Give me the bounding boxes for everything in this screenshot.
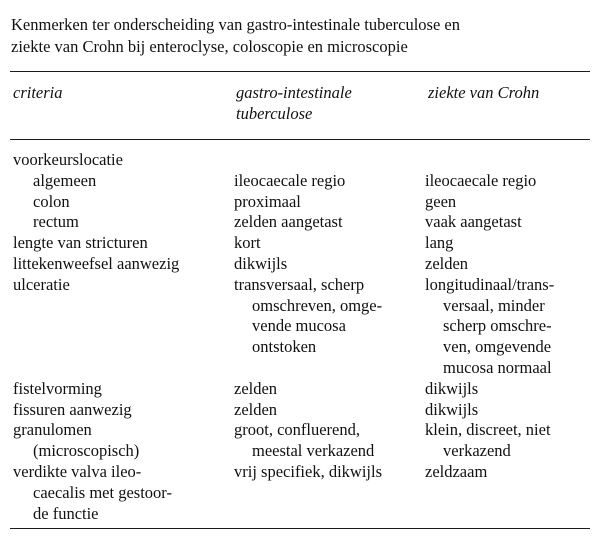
header-tuberculosis-line-1: gastro-intestinale xyxy=(236,83,352,102)
criteria-cell: verdikte valva ileo- xyxy=(13,461,142,481)
criteria-cell xyxy=(13,337,233,358)
criteria-cell: ulceratie xyxy=(13,274,70,294)
criteria-cell xyxy=(13,358,233,379)
tuberculosis-cell: zelden xyxy=(234,378,278,398)
criteria-cell: colon xyxy=(33,191,70,211)
criteria-cell: algemeen xyxy=(33,170,97,190)
header-rule xyxy=(10,139,590,140)
header-tuberculosis xyxy=(236,82,406,124)
criteria-cell: voorkeurslocatie xyxy=(13,150,123,169)
criteria-column xyxy=(13,150,233,524)
tuberculosis-cell xyxy=(234,483,424,504)
criteria-cell: caecalis met gestoor- xyxy=(33,482,172,502)
tuberculosis-cell: groot, confluerend, xyxy=(234,420,360,440)
criteria-cell xyxy=(13,296,233,317)
header-criteria: criteria xyxy=(13,83,63,102)
criteria-cell: (microscopisch) xyxy=(33,441,140,461)
caption-line-1: Kenmerken ter onderscheiding van gastro-intestinale tuberculose en xyxy=(11,15,461,34)
tuberculosis-cell: vende mucosa xyxy=(252,316,346,336)
crohn-cell: ileocaecale regio xyxy=(425,170,537,190)
tuberculosis-cell: vrij specifiek, dikwijls xyxy=(234,461,383,481)
crohn-cell xyxy=(425,483,597,504)
criteria-cell: de functie xyxy=(33,503,99,523)
crohn-cell: vaak aangetast xyxy=(425,212,522,232)
criteria-cell: granulomen xyxy=(13,420,92,440)
tuberculosis-cell: ontstoken xyxy=(252,337,317,357)
criteria-cell: fistelvorming xyxy=(13,378,102,398)
tuberculosis-column xyxy=(234,150,424,524)
crohn-cell xyxy=(425,150,597,171)
crohn-cell: dikwijls xyxy=(425,378,479,398)
tuberculosis-cell: meestal verkazend xyxy=(252,441,375,461)
crohn-cell: dikwijls xyxy=(425,399,479,419)
tuberculosis-cell: proximaal xyxy=(234,191,301,211)
criteria-cell: fissuren aanwezig xyxy=(13,399,132,419)
criteria-cell xyxy=(13,316,233,337)
tuberculosis-cell xyxy=(234,150,424,171)
crohn-cell: zeldzaam xyxy=(425,461,488,481)
tuberculosis-cell: kort xyxy=(234,233,261,253)
tuberculosis-cell: zelden xyxy=(234,399,278,419)
criteria-cell: rectum xyxy=(33,212,79,232)
top-rule xyxy=(10,71,590,72)
table-caption xyxy=(11,14,596,58)
header-crohn: ziekte van Crohn xyxy=(428,83,540,102)
header-tuberculosis-line-2: tuberculose xyxy=(236,104,313,123)
caption-line-2: ziekte van Crohn bij enteroclyse, coloscopie en microscopie xyxy=(11,37,408,56)
tuberculosis-cell: dikwijls xyxy=(234,253,288,273)
tuberculosis-cell xyxy=(234,358,424,379)
crohn-cell: verkazend xyxy=(443,441,511,461)
tuberculosis-cell xyxy=(234,504,424,525)
criteria-cell: littekenweefsel aanwezig xyxy=(13,253,180,273)
crohn-cell: zelden xyxy=(425,253,469,273)
crohn-cell: mucosa normaal xyxy=(443,357,552,377)
crohn-cell: scherp omschre- xyxy=(443,316,552,336)
crohn-cell: versaal, minder xyxy=(443,295,545,315)
crohn-cell: lang xyxy=(425,233,454,253)
crohn-cell: geen xyxy=(425,191,457,211)
crohn-cell: longitudinaal/trans- xyxy=(425,274,555,294)
crohn-cell: klein, discreet, niet xyxy=(425,420,551,440)
crohn-column xyxy=(425,150,597,524)
bottom-rule xyxy=(10,528,590,529)
tuberculosis-cell: ileocaecale regio xyxy=(234,170,346,190)
tuberculosis-cell: omschreven, omge- xyxy=(252,295,383,315)
tuberculosis-cell: zelden aangetast xyxy=(234,212,343,232)
tuberculosis-cell: transversaal, scherp xyxy=(234,274,365,294)
crohn-cell: ven, omgevende xyxy=(443,337,552,357)
crohn-cell xyxy=(425,504,597,525)
criteria-cell: lengte van stricturen xyxy=(13,233,148,253)
